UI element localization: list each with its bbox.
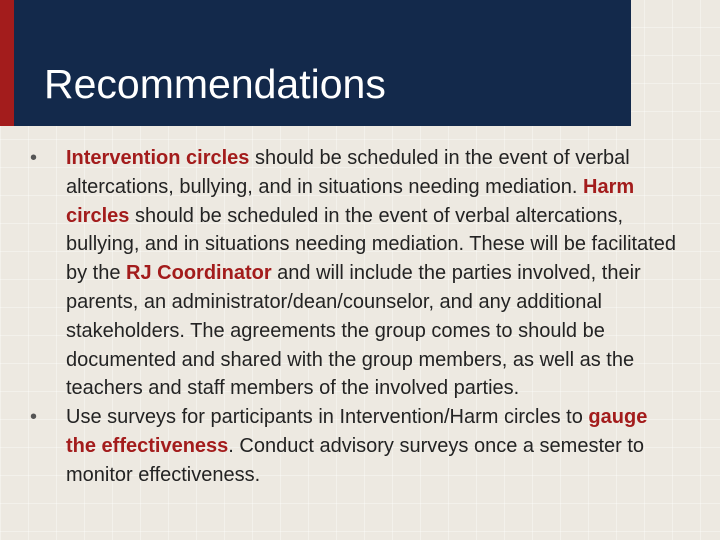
bullet-text: should be scheduled in the event of verbal altercations, bullying, and in situations needing mediation. These will be facilitated by the xyxy=(66,204,677,285)
accent-bar xyxy=(0,0,14,126)
bullet-dot-icon: • xyxy=(30,147,38,169)
emphasis-harm-circles: Harm circles xyxy=(66,175,635,227)
bullet-text: and will include the parties involved, their parents, an administrator/dean/counselor, and any additional stakeholders. The agreements the group comes to should be documented and shared with the group members, as well as the teachers and staff members of the involved parties. xyxy=(66,262,641,400)
bullet-list xyxy=(30,144,680,490)
bullet-text: should be scheduled in the event of verbal altercations, bullying, and in situations needing mediation. xyxy=(66,147,630,198)
emphasis-gauge-effectiveness: gauge the effectiveness xyxy=(66,406,648,457)
slide-title: Recommendations xyxy=(44,61,386,107)
bullet-item-surveys xyxy=(30,403,680,489)
emphasis-intervention-circles: Intervention circles xyxy=(66,147,250,169)
bullet-item-circles xyxy=(30,144,680,403)
bullet-text: . Conduct advisory surveys once a semester to monitor effectiveness. xyxy=(66,434,645,486)
bullet-text: Use surveys for participants in Intervention/Harm circles to xyxy=(66,406,589,429)
emphasis-rj-coordinator: RJ Coordinator xyxy=(126,262,272,285)
bullet-dot-icon: • xyxy=(30,406,38,429)
